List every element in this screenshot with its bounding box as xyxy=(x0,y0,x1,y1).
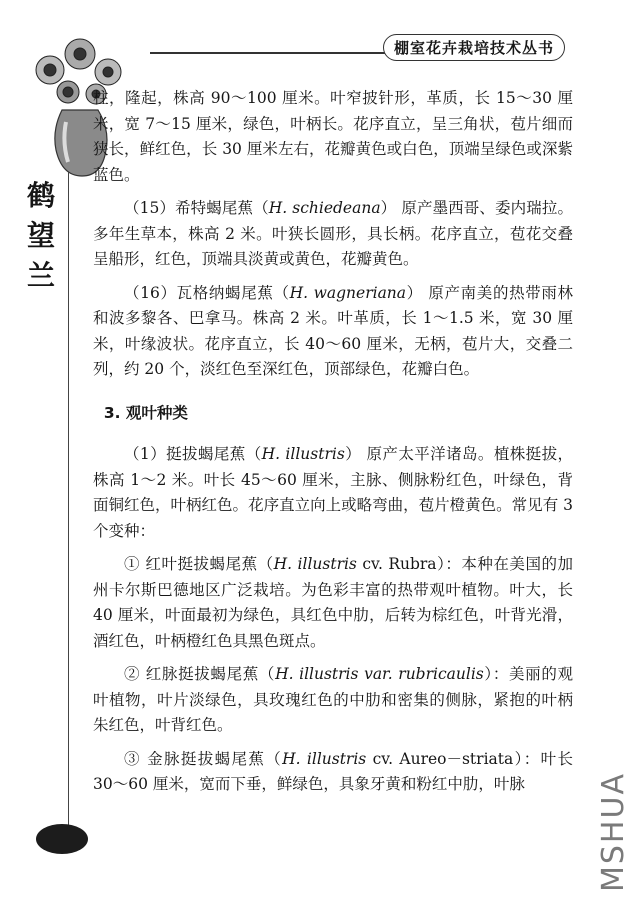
variety-3-label: ③ 金脉挺拔蝎尾蕉（ xyxy=(124,749,283,768)
paragraph-species-1 xyxy=(93,442,573,544)
paragraph-species-15 xyxy=(93,196,573,273)
variety-2-description: ）：美丽的观叶植物，叶片淡绿色，具玫瑰红色的中肋和密集的侧脉，紧抱的叶柄朱红色，叶背红色。 xyxy=(93,665,573,734)
variety-3-latin-name: H. illustris xyxy=(282,749,367,768)
species-16-label: （16）瓦格纳蝎尾蕉（ xyxy=(124,283,290,302)
species-16-description: ） 原产南美的热带雨林和波多黎各、巴拿马。株高 2 米。叶革质，长 1～1.5 米，宽 30 厘米，叶缘波状。花序直立，长 40～60 厘米，无柄，苞片大，交叠二列，约 20 个，淡红色至深红色，顶部绿色，花瓣白色。 xyxy=(93,283,573,378)
variety-1-latin-name: H. illustris xyxy=(273,555,357,573)
series-title: 棚室花卉栽培技术丛书 xyxy=(383,34,565,61)
variety-1-cultivar: cv. Rubra xyxy=(356,555,437,573)
paragraph-variety-3 xyxy=(93,747,573,798)
variety-3-cultivar: cv. Aureo－striata xyxy=(366,749,514,768)
paragraph-variety-1 xyxy=(93,552,573,654)
variety-2-label: ② 红脉挺拔蝎尾蕉（ xyxy=(124,665,276,683)
paragraph-continued: 柱，隆起，株高 90～100 厘米。叶窄披针形，革质，长 15～30 厘米，宽 7～15 厘米，绿色，叶柄长。花序直立，呈三角状，苞片细而狭长，鲜红色，长 30 厘米左右，花瓣黄色或白色，顶端呈绿色或深紫蓝色。 xyxy=(93,89,573,184)
species-16-latin-name: H. wagneriana xyxy=(289,283,407,302)
section-heading: 3. 观叶种类 xyxy=(103,403,188,422)
species-1-description: ） 原产太平洋诸岛。植株挺拔，株高 1～2 米。叶长 45～60 厘米，主脉、侧脉粉红色，叶绿色，背面铜红色，叶柄红色。花序直立向上或略弯曲，苞片橙黄色。常见有 3 个变种： xyxy=(93,445,573,540)
variety-2-latin-name: H. illustris var. rubricaulis xyxy=(275,665,484,683)
variety-1-label: ① 红叶挺拔蝎尾蕉（ xyxy=(124,555,274,573)
species-15-label: （15）希特蝎尾蕉（ xyxy=(124,199,269,217)
species-15-description: ） 原产墨西哥、委内瑞拉。多年生草本，株高 2 米。叶狭长圆形，具长柄。花序直立，苞花交叠呈船形，红色，顶端具淡黄或黄色，花瓣黄色。 xyxy=(93,199,573,268)
variety-3-description: ）：叶长 30～60 厘米，宽而下垂，鲜绿色，具象牙黄和粉红中肋，叶脉 xyxy=(93,749,573,793)
paragraph-variety-2 xyxy=(93,662,573,739)
body-text xyxy=(93,86,573,806)
species-1-label: （1）挺拔蝎尾蕉（ xyxy=(124,445,262,463)
variety-1-description: ）：本种在美国的加州卡尔斯巴德地区广泛栽培。为色彩丰富的热带观叶植物。叶大，长 40 厘米，叶面最初为绿色，具红色中肋，后转为棕红色，叶背光滑，酒红色，叶柄橙红色具黑色斑点。 xyxy=(93,555,573,650)
side-rule xyxy=(68,172,69,832)
species-15-latin-name: H. schiedeana xyxy=(268,199,381,217)
watermark-text: MSHUA xyxy=(596,772,631,892)
paragraph-species-16 xyxy=(93,281,573,383)
species-1-latin-name: H. illustris xyxy=(261,445,345,463)
side-calligraphy-title: 鹤望兰 xyxy=(26,179,55,292)
page-number-badge xyxy=(36,824,88,854)
